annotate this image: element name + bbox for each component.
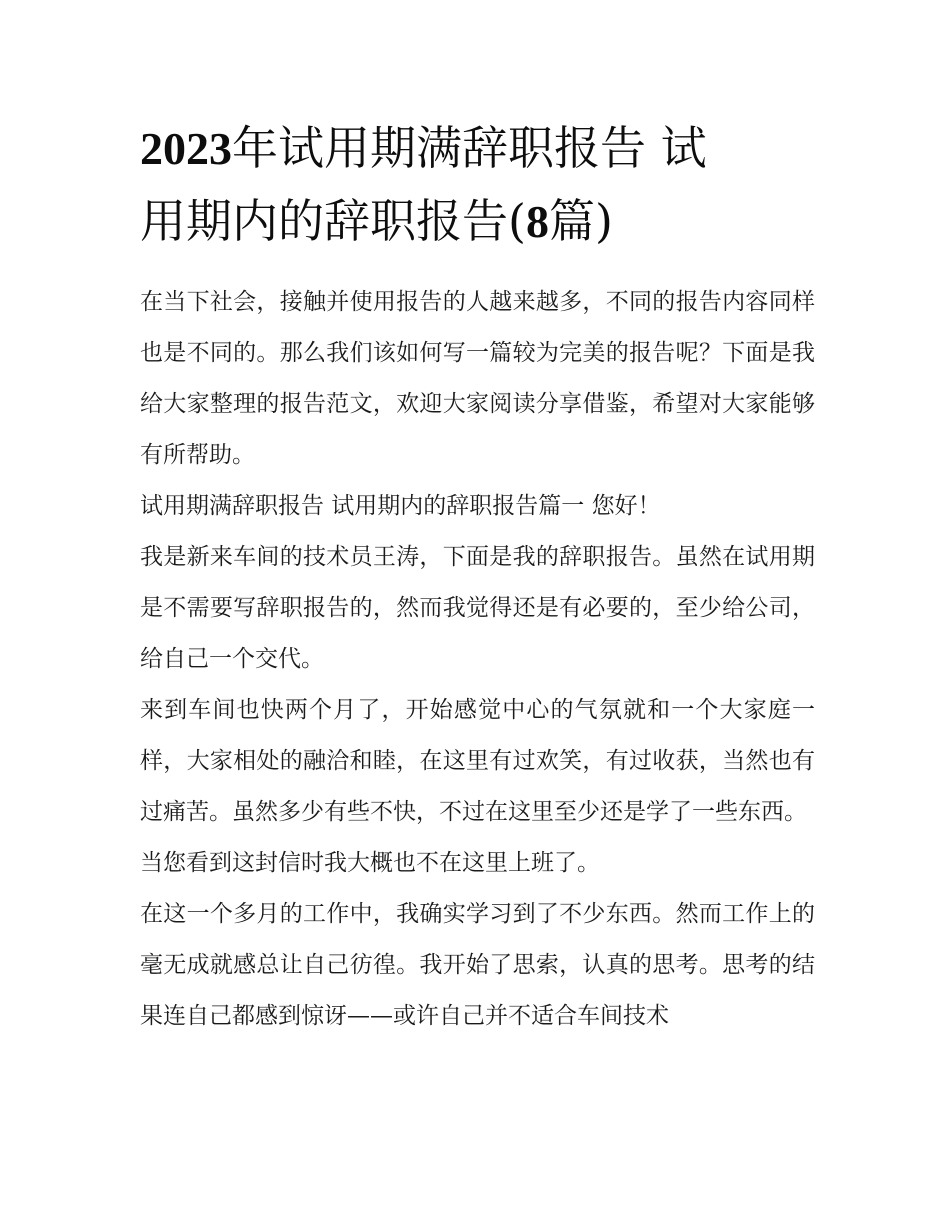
title-year: 2023: [140, 123, 232, 174]
paragraph-reflection: 在这一个多月的工作中，我确实学习到了不少东西。然而工作上的毫无成就感总让自己彷徨。我开始了思索，认真的思考。思考的结果连自己都感到惊讶——或许自己并不适合车间技术: [140, 901, 815, 1029]
document-title: [140, 112, 810, 258]
title-count: 8: [525, 196, 549, 247]
title-line1-text: 年试用期满辞职报告 试: [232, 121, 707, 175]
paragraph-section-heading: 试用期满辞职报告 试用期内的辞职报告篇一 您好！: [140, 493, 661, 519]
paragraph-workshop-experience: 来到车间也快两个月了，开始感觉中心的气氛就和一个大家庭一样，大家相处的融洽和睦，在这里有过欢笑，有过收获，当然也有过痛苦。虽然多少有些不快，不过在这里至少还是学了一些东西。: [140, 697, 815, 825]
title-line2-end: 篇): [548, 194, 613, 248]
title-line2-text: 用期内的辞职报告(: [140, 194, 526, 248]
paragraph-intro: 在当下社会，接触并使用报告的人越来越多，不同的报告内容同样也是不同的。那么我们该如何写一篇较为完美的报告呢？下面是我给大家整理的报告范文，欢迎大家阅读分享借鉴，希望对大家能够有所帮助。: [140, 289, 815, 468]
document-body: [140, 277, 815, 1042]
paragraph-self-introduction: 我是新来车间的技术员王涛，下面是我的辞职报告。虽然在试用期是不需要写辞职报告的，然而我觉得还是有必要的，至少给公司，给自己一个交代。: [140, 544, 815, 672]
paragraph-letter-notice: 当您看到这封信时我大概也不在这里上班了。: [140, 850, 600, 876]
